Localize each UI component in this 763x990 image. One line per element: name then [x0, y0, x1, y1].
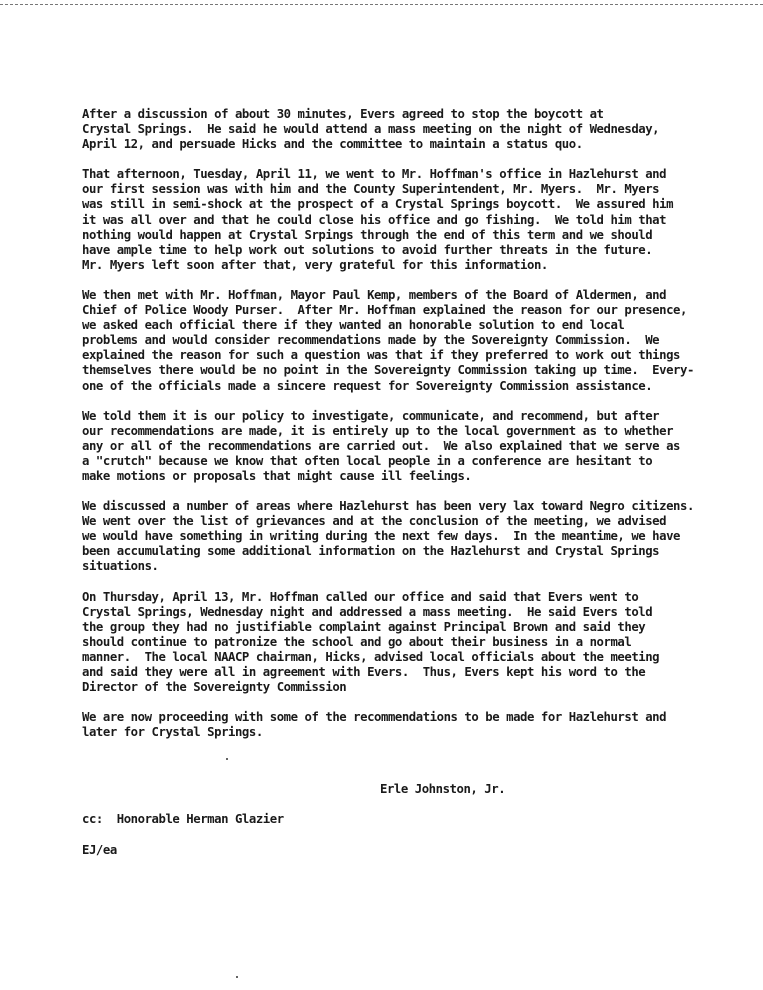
text-line: been accumulating some additional information on the Hazlehurst and Crystal Springs [82, 544, 660, 559]
paragraph-4 [82, 409, 752, 484]
text-line: That afternoon, Tuesday, April 11, we went to Mr. Hoffman's office in Hazlehurst and [82, 167, 667, 182]
text-line: On Thursday, April 13, Mr. Hoffman called our office and said that Evers went to [82, 589, 639, 604]
paragraph-7 [82, 710, 752, 740]
paragraph-6 [82, 590, 752, 696]
text-line: After a discussion of about 30 minutes, Evers agreed to stop the boycott at [82, 107, 604, 121]
typist-initials: EJ/ea [82, 843, 117, 857]
text-line: We discussed a number of areas where Hazlehurst has been very lax toward Negro citizens. [82, 499, 694, 514]
text-line: one of the officials made a sincere request for Sovereignty Commission assistance. [82, 378, 653, 393]
text-line: it was all over and that he could close his office and go fishing. We told him that [82, 212, 667, 227]
paragraph-2 [82, 167, 752, 273]
page-top-edge [0, 4, 763, 5]
scan-speck [236, 976, 238, 978]
text-line: We are now proceeding with some of the recommendations to be made for Hazlehurst and [82, 710, 667, 725]
text-line: explained the reason for such a question was that if they preferred to work out things [82, 348, 680, 363]
carbon-copy-line: cc: Honorable Herman Glazier [82, 812, 284, 826]
paragraph-1 [82, 107, 752, 152]
text-line: April 12, and persuade Hicks and the committee to maintain a status quo. [82, 137, 583, 152]
text-line: the group they had no justifiable complaint against Principal Brown and said they [82, 619, 646, 634]
text-line: Chief of Police Woody Purser. After Mr. Hoffman explained the reason for our presence, [82, 303, 687, 318]
paragraph-5 [82, 499, 752, 574]
text-line: have ample time to help work out solutions to avoid further threats in the future. [82, 242, 653, 257]
text-line: We then met with Mr. Hoffman, Mayor Paul Kemp, members of the Board of Aldermen, and [82, 287, 667, 302]
text-line: We told them it is our policy to investigate, communicate, and recommend, but after [82, 408, 660, 423]
text-line: problems and would consider recommendations made by the Sovereignty Commission. We [82, 333, 660, 348]
text-line: should continue to patronize the school and go about their business in a normal [82, 634, 632, 649]
text-line: make motions or proposals that might cause ill feelings. [82, 468, 472, 483]
text-line: manner. The local NAACP chairman, Hicks, advised local officials about the meeting [82, 649, 660, 664]
signature-name: Erle Johnston, Jr. [380, 782, 506, 796]
scan-speck [226, 758, 228, 760]
paragraph-3 [82, 288, 752, 394]
text-line: nothing would happen at Crystal Srpings through the end of this term and we should [82, 227, 653, 242]
text-line: themselves there would be no point in the Sovereignty Commission taking up time. Every- [82, 363, 694, 378]
text-line: we would have something in writing during the next few days. In the meantime, we have [82, 529, 680, 544]
text-line: Crystal Springs, Wednesday night and addressed a mass meeting. He said Evers told [82, 604, 653, 619]
text-line: we asked each official there if they wanted an honorable solution to end local [82, 318, 625, 333]
text-line: We went over the list of grievances and at the conclusion of the meeting, we advised [82, 514, 667, 529]
text-line: and said they were all in agreement with Evers. Thus, Evers kept his word to the [82, 665, 646, 679]
text-line: a "crutch" because we know that often local people in a conference are hesitant to [82, 453, 653, 468]
text-line: Mr. Myers left soon after that, very grateful for this information. [82, 257, 548, 272]
text-line: our recommendations are made, it is entirely up to the local government as to whether [82, 423, 674, 438]
text-line: Crystal Springs. He said he would attend a mass meeting on the night of Wednesday, [82, 122, 660, 137]
text-line: was still in semi-shock at the prospect of a Crystal Springs boycott. We assured him [82, 197, 674, 212]
text-line: our first session was with him and the County Superintendent, Mr. Myers. Mr. Myers [82, 182, 660, 197]
text-line: any or all of the recommendations are carried out. We also explained that we serve as [82, 438, 680, 453]
letter-body [82, 107, 752, 755]
text-line: Director of the Sovereignty Commission [82, 680, 347, 695]
text-line: situations. [82, 559, 159, 574]
text-line: later for Crystal Springs. [82, 725, 263, 740]
